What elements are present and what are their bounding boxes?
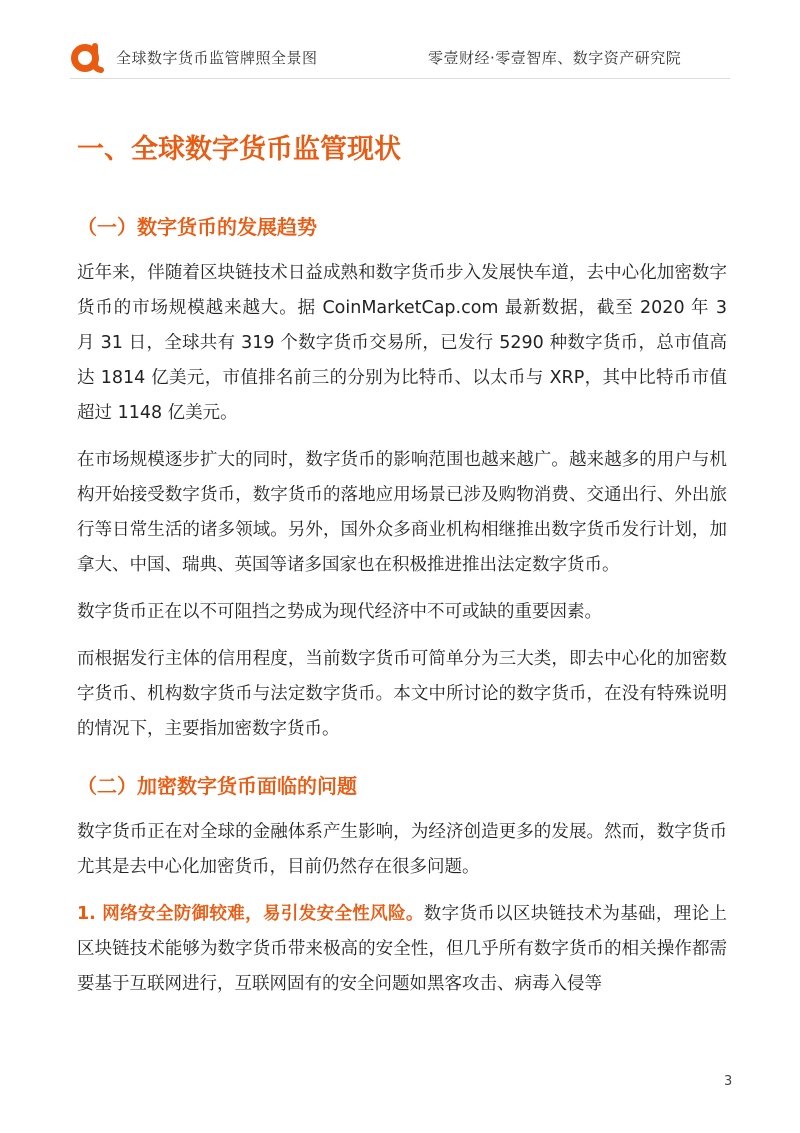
section-title: 一、全球数字货币监管现状 [77, 134, 401, 165]
publisher-name: 零壹财经·零壹智库、数字资产研究院 [428, 49, 682, 67]
subsection-title-problems: （二）加密数字货币面临的问题 [77, 774, 357, 798]
paragraph-point-1 [77, 897, 727, 1002]
paragraph: 数字货币正在对全球的金融体系产生影响，为经济创造更多的发展。然而，数字货币尤其是去中心化加密货币，目前仍然存在很多问题。 [77, 822, 727, 877]
page-number: 3 [724, 1074, 733, 1089]
paragraph: 近年来，伴随着区块链技术日益成熟和数字货币步入发展快车道，去中心化加密数字货币的市场规模越来越大。据 CoinMarketCap.com 最新数据，截至 2020 年 3 月 31 日，全球共有 319 个数字货币交易所，已发行 5290 种数字货币，总市值高达 1814 亿美元，市值排名前三的分别为比特币、以太币与 XRP，其中比特币市值超过 1148 亿美元。 [77, 263, 727, 423]
document-title: 全球数字货币监管牌照全景图 [116, 49, 318, 67]
paragraph: 在市场规模逐步扩大的同时，数字货币的影响范围也越来越广。越来越多的用户与机构开始接受数字货币，数字货币的落地应用场景已涉及购物消费、交通出行、外出旅行等日常生活的诸多领域。另外，国外众多商业机构相继推出数字货币发行计划，加拿大、中国、瑞典、英国等诸多国家也在积极推进推出法定数字货币。 [77, 450, 727, 575]
header-divider [70, 78, 730, 79]
point-text: 数字货币以区块链技术为基础，理论上区块链技术能够为数字货币带来极高的安全性，但几乎所有数字货币的相关操作都需要基于互联网进行，互联网固有的安全问题如黑客攻击、病毒入侵等 [77, 904, 727, 994]
zero-one-logo-icon [70, 40, 104, 74]
paragraph: 数字货币正在以不可阻挡之势成为现代经济中不可或缺的重要因素。 [77, 602, 602, 622]
subsection-title-trend: （一）数字货币的发展趋势 [77, 215, 317, 239]
page-header [0, 0, 800, 80]
point-lead: 1. 网络安全防御较难，易引发安全性风险。 [77, 904, 424, 924]
paragraph: 而根据发行主体的信用程度，当前数字货币可简单分为三大类，即去中心化的加密数字货币、机构数字货币与法定数字货币。本文中所讨论的数字货币，在没有特殊说明的情况下，主要指加密数字货币。 [77, 649, 727, 739]
page-content [77, 128, 727, 1014]
